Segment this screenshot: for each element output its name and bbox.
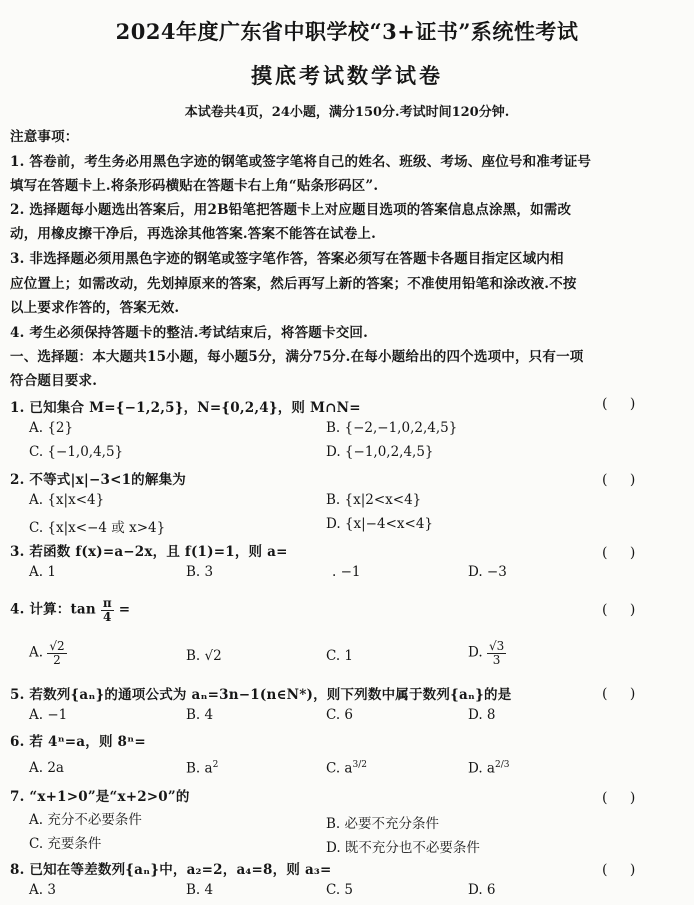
notice-line: 4. 考生必须保持答题卡的整洁.考试结束后，将答题卡交回. (10, 325, 368, 341)
option-b: B. √2 (186, 648, 222, 664)
exam-info: 本试卷共4页，24小题，满分150分.考试时间120分钟. (184, 105, 510, 120)
option-c: C. 6 (326, 707, 354, 723)
notice-line: 1. 答卷前，考生务必用黑色字迹的钢笔或签字笔将自己的姓名、班级、考场、座位号和准考证号 (10, 154, 592, 170)
question-4-equals: = (118, 601, 131, 618)
option-a: A. {x|x<4} (29, 492, 105, 508)
notice-line: 动，用橡皮擦干净后，再选涂其他答案.答案不能答在试卷上. (10, 226, 376, 242)
option-a: A. {2} (29, 420, 74, 436)
question-5-stem: 5. 若数列{aₙ}的通项公式为 aₙ=3n−1(n∈N*)，则下列数中属于数列{aₙ}的是 (10, 687, 512, 703)
pi-over-4-fraction (101, 597, 114, 623)
answer-paren: ( ) (602, 472, 636, 488)
option-d: D. 8 (468, 707, 496, 723)
notice-line: 填写在答题卡上.将条形码横贴在答题卡右上角“贴条形码区”. (10, 178, 379, 194)
question-3-stem: 3. 若函数 f(x)=a−2x，且 f(1)=1，则 a= (10, 544, 288, 560)
option-d-label: D. a (468, 760, 495, 777)
answer-paren: ( ) (602, 396, 636, 412)
fraction-numerator: √3 (488, 639, 505, 653)
option-b-label: B. a (186, 760, 213, 777)
notice-line: 3. 非选择题必须用黑色字迹的钢笔或签字笔作答，答案必须写在答题卡各题目指定区域内相 (10, 251, 564, 267)
option-d: D. 既不充分也不必要条件 (326, 840, 480, 856)
option-d: D. {−1,0,2,4,5} (326, 444, 434, 460)
answer-paren: ( ) (602, 602, 636, 618)
section-heading: 一、选择题：本大题共15小题，每小题5分，满分75分.在每小题给出的四个选项中，只有一项 (10, 349, 584, 365)
notice-line: 应位置上；如需改动，先划掉原来的答案，然后再写上新的答案；不准使用铅笔和涂改液.不按 (10, 276, 577, 292)
exponent: 2 (212, 760, 219, 770)
option-c: C. {−1,0,4,5} (29, 444, 124, 460)
option-d (468, 760, 509, 777)
notice-line: 2. 选择题每小题选出答案后，用2B铅笔把答题卡上对应题目选项的答案信息点涂黑，如需改 (10, 202, 572, 218)
question-4-text: 4. 计算：tan (10, 601, 96, 618)
option-b: B. 4 (186, 882, 214, 898)
question-4-stem (10, 597, 130, 623)
option-b: B. 4 (186, 707, 214, 723)
answer-paren: ( ) (602, 686, 636, 702)
exponent: 3/2 (352, 760, 367, 770)
fraction-denominator: 2 (53, 652, 61, 667)
option-a: A. 2a (29, 760, 64, 776)
answer-paren: ( ) (602, 790, 636, 806)
option-b: B. {−2,−1,0,2,4,5} (326, 420, 458, 436)
option-a: A. 3 (29, 882, 56, 898)
option-c (326, 760, 367, 777)
option-c: . −1 (332, 564, 361, 580)
option-c: C. 1 (326, 648, 354, 664)
option-b: B. 3 (186, 564, 214, 580)
option-a: A. 1 (29, 564, 56, 580)
notice-line: 以上要求作答的，答案无效. (10, 300, 180, 316)
question-2-stem: 2. 不等式|x|−3<1的解集为 (10, 472, 186, 488)
question-1-stem: 1. 已知集合 M={−1,2,5}，N={0,2,4}，则 M∩N= (10, 400, 361, 416)
exponent: 2/3 (494, 760, 510, 770)
section-heading-cont: 符合题目要求. (10, 373, 98, 389)
option-b: B. {x|2<x<4} (326, 492, 422, 508)
option-a (29, 640, 67, 666)
option-d: D. {x|−4<x<4} (326, 516, 433, 532)
option-a-label: A. (29, 644, 44, 661)
option-b (186, 760, 218, 777)
option-c: C. 5 (326, 882, 354, 898)
option-c-label: C. a (326, 760, 353, 777)
question-6-stem: 6. 若 4ⁿ=a，则 8ⁿ= (10, 734, 146, 750)
sqrt2-over-2-fraction (47, 640, 66, 666)
option-b: B. 必要不充分条件 (326, 816, 440, 832)
sqrt3-over-3-fraction (487, 640, 506, 666)
notice-heading: 注意事项： (10, 129, 79, 145)
option-d: D. 6 (468, 882, 496, 898)
answer-paren: ( ) (602, 862, 636, 878)
option-d (468, 640, 506, 666)
answer-paren: ( ) (602, 545, 636, 561)
option-d-label: D. (468, 644, 483, 661)
exam-subtitle: 摸底考试数学试卷 (251, 63, 443, 88)
option-a: A. −1 (29, 707, 68, 723)
option-c: C. {x|x<−4 或 x>4} (29, 520, 166, 536)
exam-title: 2024年度广东省中职学校“3+证书”系统性考试 (115, 19, 579, 44)
fraction-denominator: 4 (103, 609, 112, 624)
question-8-stem: 8. 已知在等差数列{aₙ}中，a₂=2，a₄=8，则 a₃= (10, 862, 332, 878)
option-d: D. −3 (468, 564, 507, 580)
option-a: A. 充分不必要条件 (29, 812, 142, 828)
fraction-numerator: √2 (49, 639, 65, 653)
fraction-numerator: π (102, 596, 112, 610)
question-7-stem: 7. “x+1>0”是“x+2>0”的 (10, 789, 190, 805)
option-c: C. 充要条件 (29, 836, 102, 852)
fraction-denominator: 3 (492, 652, 501, 667)
